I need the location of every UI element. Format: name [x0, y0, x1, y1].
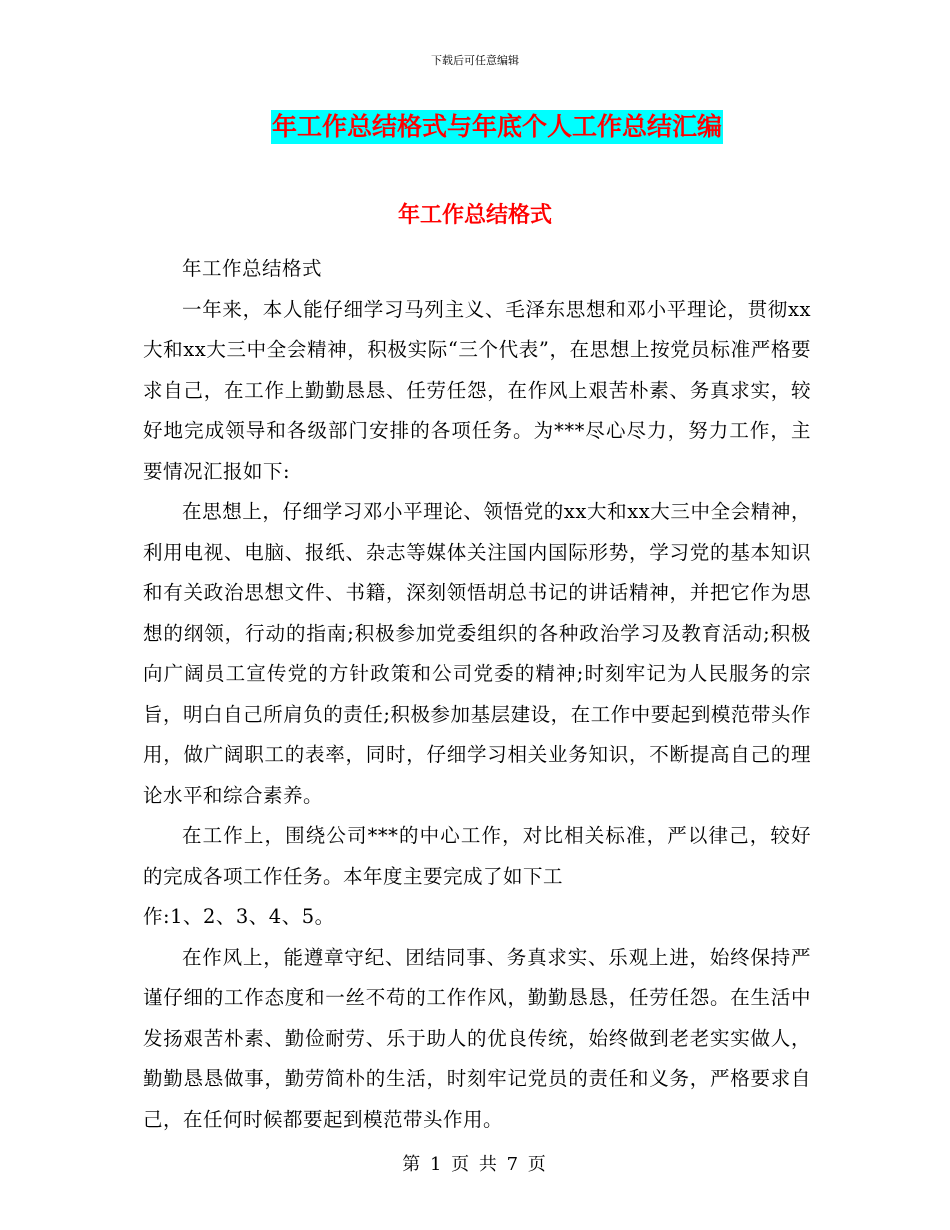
paragraph-thought: 在思想上，仔细学习邓小平理论、领悟党的xx大和xx大三中全会精神，利用电视、电脑、报纸、杂志等媒体关注国内国际形势，学习党的基本知识和有关政治思想文件、书籍，深刻领悟胡总书记的讲话精神，并把它作为思想的纲领，行动的指南;积极参加党委组织的各种政治学习及教育活动;积极向广阔员工宣传党的方针政策和公司党委的精神;时刻牢记为人民服务的宗旨，明白自己所肩负的责任;积极参加基层建设，在工作中要起到模范带头作用，做广阔职工的表率，同时，仔细学习相关业务知识，不断提高自己的理论水平和综合素养。: [143, 500, 811, 807]
document-title-text: 年工作总结格式与年底个人工作总结汇编: [271, 110, 723, 144]
document-title: [0, 110, 950, 144]
page-number: 第 1 页 共 7 页: [402, 1154, 548, 1175]
document-body: [143, 245, 811, 1140]
page-header: 下载后可任意编辑: [431, 54, 519, 67]
section-title: 年工作总结格式: [397, 203, 552, 228]
paragraph-style: 在作风上，能遵章守纪、团结同事、务真求实、乐观上进，始终保持严谨仔细的工作态度和一丝不苟的工作作风，勤勤恳恳，任劳任怨。在生活中发扬艰苦朴素、勤俭耐劳、乐于助人的优良传统，始终做到老老实实做人，勤勤恳恳做事，勤劳简朴的生活，时刻牢记党员的责任和义务，严格要求自己，在任何时候都要起到模范带头作用。: [143, 945, 811, 1131]
paragraph-work-list: 作:1、2、3、4、5。: [143, 905, 335, 928]
paragraph-work: 在工作上，围绕公司***的中心工作，对比相关标准，严以律己，较好的完成各项工作任务。本年度主要完成了如下工: [143, 824, 811, 888]
paragraph-intro: 一年来，本人能仔细学习马列主义、毛泽东思想和邓小平理论，贯彻xx大和xx大三中全会精神，积极实际“三个代表”，在思想上按党员标准严格要求自己，在工作上勤勤恳恳、任劳任怨，在作风上艰苦朴素、务真求实，较好地完成领导和各级部门安排的各项任务。为***尽心尽力，努力工作，主要情况汇报如下:: [143, 297, 811, 483]
paragraph-heading: 年工作总结格式: [182, 257, 323, 280]
